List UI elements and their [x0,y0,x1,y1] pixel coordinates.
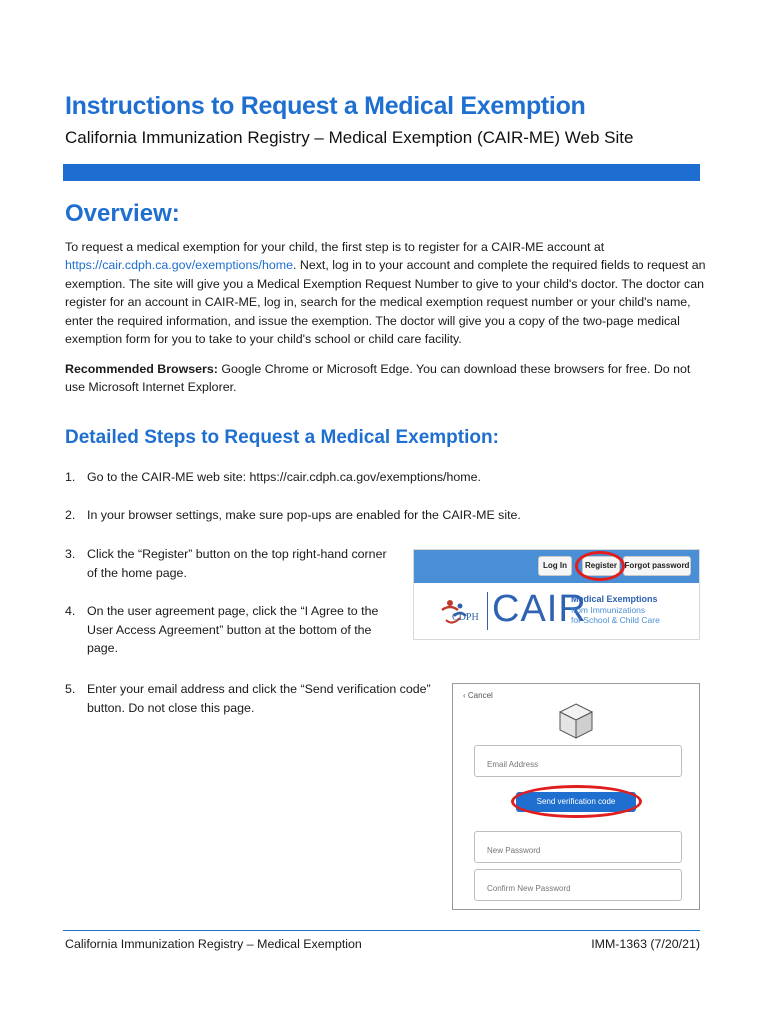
email-field[interactable]: Email Address [474,745,682,777]
cdph-label: CDPH [452,612,479,623]
register-button[interactable]: Register [582,556,620,576]
overview-text-2: . Next, log in to your account and complete the required fields to request an exemption. The site will give you a Medical Exemption Request Number to give to your child's doctor. The doctor can register for an account in CAIR-ME, log in, search for the medical exemption request number or your child's name, enter the required information, and issue the exemption. The doctor will give you a copy of the two-page medical exemption form for you to take to your child's school or child care facility. [65,258,706,347]
cair-header-screenshot [413,549,700,640]
highlight-circle [511,785,642,818]
cube-icon [556,701,596,741]
browsers-paragraph [65,360,710,397]
me-subtitle-2: for School & Child Care [571,615,660,625]
form-number: IMM-1363 (7/20/21) [591,937,700,951]
step-number: 5. [65,682,76,696]
confirm-password-field[interactable]: Confirm New Password [474,869,682,901]
step-text: Click the “Register” button on the top right-hand corner of the home page. [87,547,387,580]
verification-form-screenshot [452,683,700,910]
me-subtitle-1: from Immunizations [571,605,646,615]
step-number: 3. [65,547,76,561]
step-text: Go to the CAIR-ME web site: https://cair.cdph.ca.gov/exemptions/home. [87,470,481,484]
footer-title: California Immunization Registry – Medical Exemption [65,937,362,951]
step-text: On the user agreement page, click the “I Agree to the User Access Agreement” button at the bottom of the page. [87,604,379,655]
header-banner [63,164,700,181]
step-number: 2. [65,508,76,522]
cancel-link[interactable]: ‹ Cancel [463,691,493,700]
cair-logo-text: CAIR [492,588,587,630]
page-title: Instructions to Request a Medical Exemption [65,92,586,120]
overview-paragraph [65,238,710,348]
forgot-password-button[interactable]: Forgot password [623,556,691,576]
step-text: In your browser settings, make sure pop-ups are enabled for the CAIR-ME site. [87,508,521,522]
steps-heading: Detailed Steps to Request a Medical Exemption: [65,427,499,448]
step-number: 1. [65,470,76,484]
logo-divider [487,592,488,630]
overview-heading: Overview: [65,200,180,227]
browsers-text: Google Chrome or Microsoft Edge. You can download these browsers for free. Do not use Microsoft Internet Explorer. [65,362,691,395]
footer-divider [63,930,700,931]
new-password-field[interactable]: New Password [474,831,682,863]
overview-text-1: To request a medical exemption for your child, the first step is to register for a CAIR-ME account at [65,240,605,254]
me-title: Medical Exemptions [571,594,658,604]
browsers-label: Recommended Browsers: [65,362,218,376]
login-button[interactable]: Log In [538,556,572,576]
send-verification-button[interactable]: Send verification code [516,792,636,812]
step-text: Enter your email address and click the “Send verification code” button. Do not close this page. [87,682,431,715]
highlight-circle [575,551,625,581]
cair-me-link[interactable]: https://cair.cdph.ca.gov/exemptions/home [65,258,293,273]
step-number: 4. [65,604,76,618]
page-subtitle: California Immunization Registry – Medical Exemption (CAIR-ME) Web Site [65,128,634,147]
